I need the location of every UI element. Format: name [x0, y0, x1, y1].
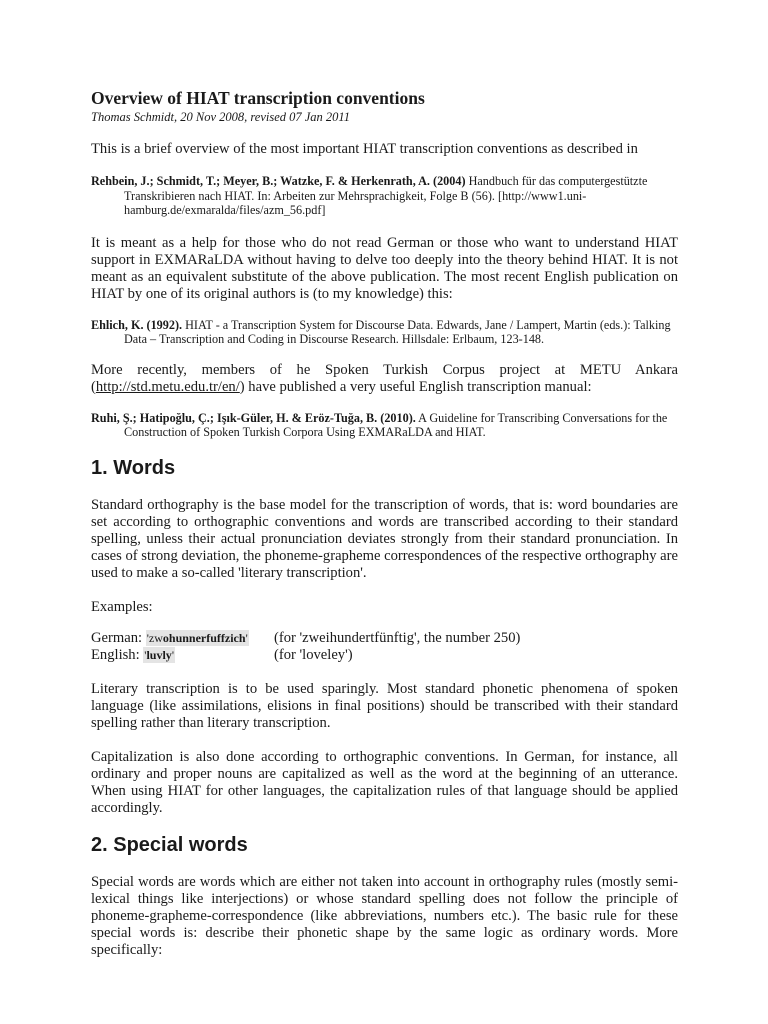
example-row-german — [91, 630, 678, 647]
example-gloss: (for 'loveley') — [274, 646, 353, 663]
example-highlight: 'luvly' — [144, 647, 174, 662]
example-form — [91, 647, 274, 664]
examples-list — [91, 630, 678, 664]
example-bold: luvly — [146, 647, 172, 662]
example-gloss: (for 'zweihundertfünftig', the number 250) — [274, 629, 521, 646]
example-language: German: — [91, 629, 146, 646]
example-bold: ohunnerfuffzich — [162, 630, 246, 645]
reference-text: A Guideline for Transcribing Conversations for the Construction of Spoken Turkish Corpora Using EXMARaLDA and HIAT. — [124, 410, 668, 439]
paragraph-text: ) have published a very useful English transcription manual: — [239, 378, 592, 395]
words-paragraph-3: Capitalization is also done according to orthographic conventions. In German, for instance, all ordinary and proper nouns are capitalized as well as the word at the beginning of an utterance. When using HIAT for other languages, the capitalization rules of that language should be applied accordingly. — [91, 748, 678, 816]
reference-text: Handbuch für das computergestützte Transkribieren nach HIAT. In: Arbeiten zur Mehrsprachigkeit, Folge B (56). [ — [124, 174, 648, 203]
reference-link[interactable]: http://www1.uni-hamburg.de/exmaralda/files/azm_56.pdf — [124, 188, 587, 217]
words-paragraph-2: Literary transcription is to be used sparingly. Most standard phonetic phenomena of spoken language (like assimilations, elisions in final positions) should be transcribed with their standard spelling rather than literary transcription. — [91, 680, 678, 731]
section-heading-special-words: 2. Special words — [91, 833, 248, 856]
reference-authors: Rehbein, J.; Schmidt, T.; Meyer, B.; Watzke, F. & Herkenrath, A. (2004) — [91, 174, 466, 188]
reference-rehbein — [91, 174, 678, 218]
document-byline: Thomas Schmidt, 20 Nov 2008, revised 07 Jan 2011 — [91, 110, 351, 124]
reference-authors: Ruhi, Ş.; Hatipoğlu, Ç.; Işık-Güler, H. & Eröz-Tuğa, B. (2010). — [91, 410, 416, 425]
example-language: English: — [91, 646, 144, 663]
words-paragraph-1: Standard orthography is the base model for the transcription of words, that is: word boundaries are set according to orthographic conventions and words are transcribed according to their standard spelling, unless their actual pronunciation deviates strongly from their standard pronunciation. In cases of strong deviation, the phoneme-grapheme correspondences of the respective orthography are used to make a so-called 'literary transcription'. — [91, 496, 678, 581]
example-prefix: zw — [148, 630, 163, 645]
paragraph-text: More recently, members of he Spoken Turkish Corpus project at METU Ankara ( — [91, 361, 678, 395]
reference-text: HIAT - a Transcription System for Discourse Data. Edwards, Jane / Lampert, Martin (eds.): Talking Data – Transcription and Coding in Discourse Research. Hillsdale: Erlbaum, 123-148. — [124, 317, 671, 346]
reference-authors: Ehlich, K. (1992). — [91, 317, 183, 332]
examples-label: Examples: — [91, 598, 153, 615]
section-heading-words: 1. Words — [91, 456, 176, 479]
intro-paragraph-3 — [91, 362, 678, 396]
special-words-paragraph-1: Special words are words which are either not taken into account in orthography rules (mostly semi-lexical things like interjections) or whose standard spelling does not follow the principle of phoneme-grapheme-correspondence (like abbreviations, numbers etc.). The basic rule for these special words is: describe their phonetic shape by the same logic as ordinary words. More specifically: — [91, 873, 678, 958]
document-title: Overview of HIAT transcription conventions — [91, 88, 425, 108]
intro-paragraph-2: It is meant as a help for those who do not read German or those who want to understand HIAT support in EXMARaLDA without having to delve too deeply into the theory behind HIAT. It is not meant as an equivalent substitute of the above publication. The most recent English publication on HIAT by one of its original authors is (to my knowledge) this: — [91, 234, 678, 302]
example-form — [91, 630, 274, 647]
example-row-english — [91, 647, 678, 664]
reference-ruhi — [91, 411, 678, 440]
intro-paragraph-1: This is a brief overview of the most important HIAT transcription conventions as described in — [91, 141, 638, 157]
metu-link[interactable]: http://std.metu.edu.tr/en/ — [95, 378, 240, 395]
reference-ehlich — [91, 318, 678, 347]
reference-closing: ] — [321, 203, 326, 217]
example-highlight: 'zwohunnerfuffzich' — [146, 630, 248, 645]
